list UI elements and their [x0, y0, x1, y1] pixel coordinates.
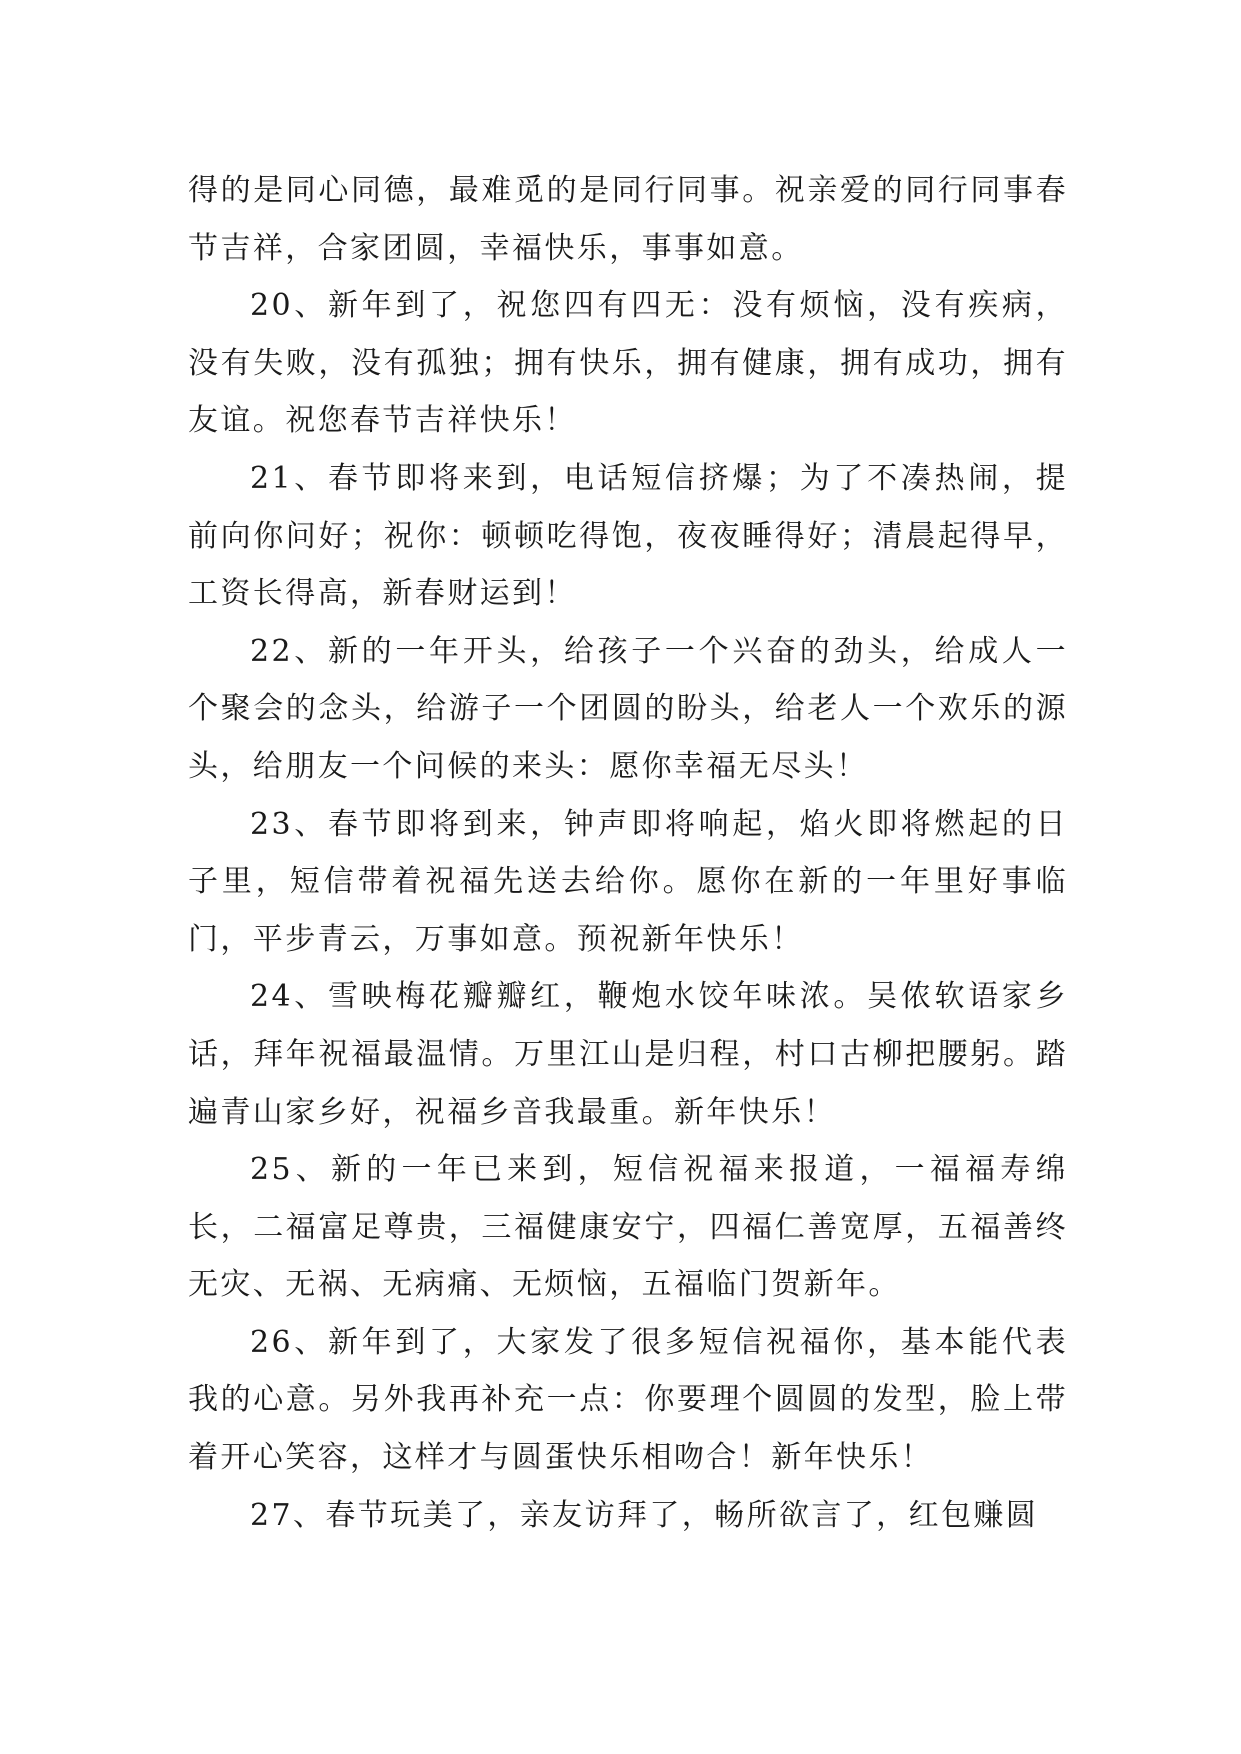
- paragraph-20: 20、新年到了，祝您四有四无：没有烦恼，没有疾病，没有失败，没有孤独；拥有快乐，拥有健康，拥有成功，拥有友谊。祝您春节吉祥快乐！: [188, 288, 1068, 439]
- paragraph-27: 27、春节玩美了，亲友访拜了，畅所欲言了，红包赚圆: [250, 1497, 1039, 1533]
- paragraph-21: 21、春节即将来到，电话短信挤爆；为了不凑热闹，提前向你问好；祝你：顿顿吃得饱，夜夜睡得好；清晨起得早，工资长得高，新春财运到！: [188, 460, 1068, 612]
- document-body: [188, 162, 1068, 1544]
- paragraph-continuation: 得的是同心同德，最难觅的是同行同事。祝亲爱的同行同事春节吉祥，合家团圆，幸福快乐，事事如意。: [188, 173, 1068, 266]
- paragraph-26: 26、新年到了，大家发了很多短信祝福你，基本能代表我的心意。另外我再补充一点：你要理个圆圆的发型，脸上带着开心笑容，这样才与圆蛋快乐相吻合！新年快乐！: [188, 1324, 1068, 1476]
- paragraph-25: 25、新的一年已来到，短信祝福来报道，一福福寿绵长，二福富足尊贵，三福健康安宁，四福仁善宽厚，五福善终无灾、无祸、无病痛、无烦恼，五福临门贺新年。: [188, 1152, 1068, 1303]
- paragraph-24: 24、雪映梅花瓣瓣红，鞭炮水饺年味浓。吴侬软语家乡话，拜年祝福最温情。万里江山是归程，村口古柳把腰躬。踏遍青山家乡好，祝福乡音我最重。新年快乐！: [188, 979, 1068, 1130]
- paragraph-22: 22、新的一年开头，给孩子一个兴奋的劲头，给成人一个聚会的念头，给游子一个团圆的盼头，给老人一个欢乐的源头，给朋友一个问候的来头：愿你幸福无尽头！: [188, 633, 1068, 784]
- paragraph-23: 23、春节即将到来，钟声即将响起，焰火即将燃起的日子里，短信带着祝福先送去给你。愿你在新的一年里好事临门，平步青云，万事如意。预祝新年快乐！: [188, 806, 1068, 957]
